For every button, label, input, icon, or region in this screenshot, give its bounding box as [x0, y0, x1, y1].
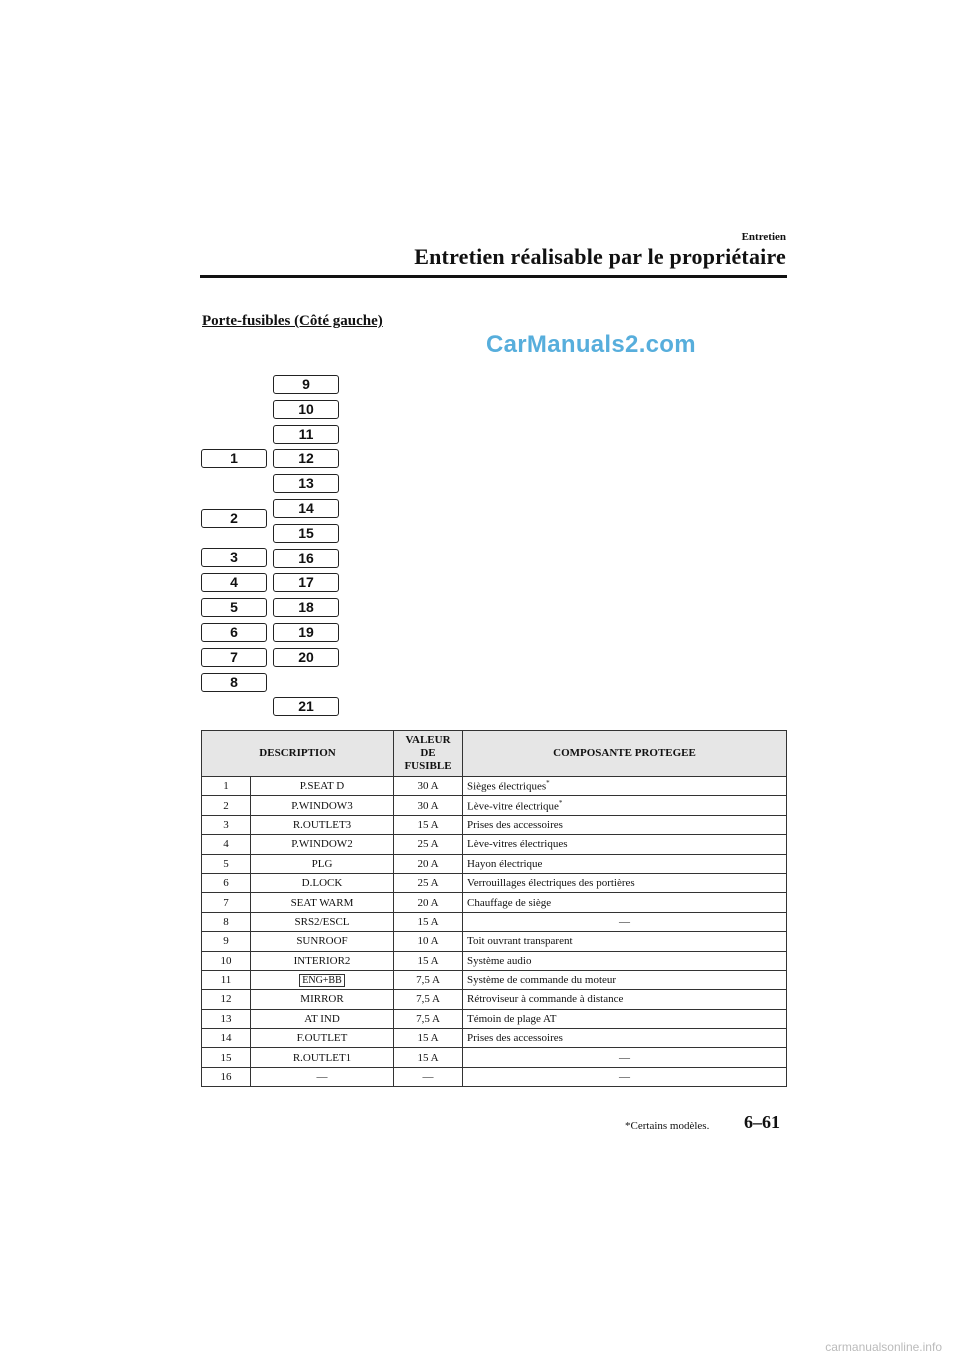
- page-title: Entretien réalisable par le propriétaire: [414, 244, 786, 269]
- fuse-number: 13: [202, 1009, 251, 1028]
- fuse-number: 5: [202, 854, 251, 873]
- fuse-description: SUNROOF: [251, 932, 394, 951]
- table-header-row: [202, 731, 787, 777]
- fuse-slot-16: 16: [273, 549, 339, 568]
- fuse-slot-4: 4: [201, 573, 267, 592]
- protected-component: [463, 1029, 787, 1048]
- fuse-description: AT IND: [251, 1009, 394, 1028]
- protected-component: [463, 815, 787, 834]
- fuse-slot-5: 5: [201, 598, 267, 617]
- fuse-slot-18: 18: [273, 598, 339, 617]
- fuse-description: P.WINDOW3: [251, 796, 394, 815]
- protected-component-text: —: [619, 1071, 630, 1084]
- fuse-description: P.SEAT D: [251, 777, 394, 796]
- table-row: [202, 990, 787, 1009]
- protected-component-text: Lève-vitres électriques: [467, 838, 568, 851]
- header-component: COMPOSANTE PROTEGEE: [463, 731, 787, 777]
- section-title: Porte-fusibles (Côté gauche): [202, 313, 383, 329]
- fuse-slot-13: 13: [273, 474, 339, 493]
- footnote-marker: *: [546, 779, 550, 788]
- fuse-slot-3: 3: [201, 548, 267, 567]
- fuse-value: 7,5 A: [394, 990, 463, 1009]
- fuse-slot-2: 2: [201, 509, 267, 528]
- protected-component-text: Système audio: [467, 954, 532, 967]
- protected-component-text: Verrouillages électriques des portières: [467, 877, 635, 890]
- fuse-value: 20 A: [394, 893, 463, 912]
- fuse-number: 14: [202, 1029, 251, 1048]
- protected-component-text: —: [619, 915, 630, 928]
- protected-component: [463, 893, 787, 912]
- fuse-number: 4: [202, 835, 251, 854]
- table-row: [202, 777, 787, 796]
- fuse-slot-12: 12: [273, 449, 339, 468]
- fuse-slot-15: 15: [273, 524, 339, 543]
- protected-component-text: Chauffage de siège: [467, 896, 552, 909]
- fuse-number: 2: [202, 796, 251, 815]
- table-row: [202, 970, 787, 989]
- fuse-number: 3: [202, 815, 251, 834]
- watermark-logo: CarManuals2.com: [486, 331, 696, 358]
- table-row: [202, 835, 787, 854]
- fuse-number: 10: [202, 951, 251, 970]
- fuse-number: 1: [202, 777, 251, 796]
- protected-component: [463, 1048, 787, 1067]
- protected-component: [463, 1067, 787, 1086]
- protected-component-text: —: [619, 1051, 630, 1064]
- footnote: *Certains modèles.: [625, 1120, 710, 1132]
- fuse-description: [251, 970, 394, 989]
- table-row: [202, 893, 787, 912]
- fuse-description: —: [251, 1067, 394, 1086]
- protected-component-text: Rétroviseur à commande à distance: [467, 993, 624, 1006]
- protected-component: [463, 873, 787, 892]
- fuse-value: 10 A: [394, 932, 463, 951]
- table-row: [202, 932, 787, 951]
- protected-component: [463, 777, 787, 796]
- fuse-description: INTERIOR2: [251, 951, 394, 970]
- fuse-value: 7,5 A: [394, 1009, 463, 1028]
- fuse-value: 15 A: [394, 951, 463, 970]
- fuse-slot-17: 17: [273, 573, 339, 592]
- fuse-description: D.LOCK: [251, 873, 394, 892]
- fuse-description: R.OUTLET3: [251, 815, 394, 834]
- protected-component-text: Système de commande du moteur: [467, 974, 617, 987]
- table-row: [202, 912, 787, 931]
- fuse-value: 25 A: [394, 835, 463, 854]
- fuse-number: 7: [202, 893, 251, 912]
- protected-component: [463, 932, 787, 951]
- fuse-number: 15: [202, 1048, 251, 1067]
- fuse-value: 15 A: [394, 1029, 463, 1048]
- protected-component: [463, 1009, 787, 1028]
- fuse-slot-21: 21: [273, 697, 339, 716]
- protected-component: [463, 835, 787, 854]
- fuse-description: R.OUTLET1: [251, 1048, 394, 1067]
- fuse-number: 9: [202, 932, 251, 951]
- fuse-slot-7: 7: [201, 648, 267, 667]
- protected-component-text: Témoin de plage AT: [467, 1012, 557, 1025]
- protected-component-text: Prises des accessoires: [467, 1032, 563, 1045]
- header-value: [394, 731, 463, 777]
- table-row: [202, 873, 787, 892]
- fuse-slot-9: 9: [273, 375, 339, 394]
- fuse-description: F.OUTLET: [251, 1029, 394, 1048]
- fuse-value: 7,5 A: [394, 970, 463, 989]
- fuse-value: 25 A: [394, 873, 463, 892]
- protected-component: [463, 796, 787, 815]
- fuse-slot-6: 6: [201, 623, 267, 642]
- fuse-slot-11: 11: [273, 425, 339, 444]
- fuse-number: 8: [202, 912, 251, 931]
- fuse-number: 11: [202, 970, 251, 989]
- table-row: [202, 854, 787, 873]
- protected-component: [463, 970, 787, 989]
- protected-component-text: Toit ouvrant transparent: [467, 935, 573, 948]
- footer-watermark: carmanualsonline.info: [825, 1340, 942, 1354]
- fuse-slot-20: 20: [273, 648, 339, 667]
- table-row: [202, 1029, 787, 1048]
- table-row: [202, 1009, 787, 1028]
- protected-component: [463, 912, 787, 931]
- header-section: Entretien: [741, 231, 786, 243]
- fuse-number: 16: [202, 1067, 251, 1086]
- fuse-description: SEAT WARM: [251, 893, 394, 912]
- table-row: [202, 796, 787, 815]
- protected-component: [463, 951, 787, 970]
- protected-component: [463, 854, 787, 873]
- fuse-value: 20 A: [394, 854, 463, 873]
- protected-component: [463, 990, 787, 1009]
- protected-component-text: Hayon électrique: [467, 857, 543, 870]
- header-value-text: VALEUR DE FUSIBLE: [404, 734, 452, 772]
- fuse-value: 15 A: [394, 815, 463, 834]
- table-row: [202, 815, 787, 834]
- fuse-number: 6: [202, 873, 251, 892]
- table-row: [202, 1048, 787, 1067]
- fuse-slot-14: 14: [273, 499, 339, 518]
- fuse-value: 30 A: [394, 796, 463, 815]
- fuse-value: 30 A: [394, 777, 463, 796]
- fuse-description: P.WINDOW2: [251, 835, 394, 854]
- fuse-description: PLG: [251, 854, 394, 873]
- fuse-value: —: [394, 1067, 463, 1086]
- fuse-slot-8: 8: [201, 673, 267, 692]
- fuse-slot-1: 1: [201, 449, 267, 468]
- fuse-description-boxed: ENG+BB: [299, 974, 345, 987]
- footnote-marker: *: [558, 798, 563, 807]
- protected-component-text: Lève-vitre électrique: [467, 800, 559, 813]
- fuse-slot-19: 19: [273, 623, 339, 642]
- fuse-value: 15 A: [394, 1048, 463, 1067]
- protected-component-text: Sièges électriques: [467, 781, 547, 794]
- fuse-slot-10: 10: [273, 400, 339, 419]
- table-row: [202, 1067, 787, 1086]
- fuse-number: 12: [202, 990, 251, 1009]
- fuse-description: MIRROR: [251, 990, 394, 1009]
- fuse-table: [201, 730, 787, 1087]
- fuse-description: SRS2/ESCL: [251, 912, 394, 931]
- protected-component-text: Prises des accessoires: [467, 818, 563, 831]
- header-description: DESCRIPTION: [202, 731, 394, 777]
- header-rule: [200, 275, 787, 278]
- page-number: 6–61: [744, 1112, 780, 1132]
- fuse-value: 15 A: [394, 912, 463, 931]
- table-row: [202, 951, 787, 970]
